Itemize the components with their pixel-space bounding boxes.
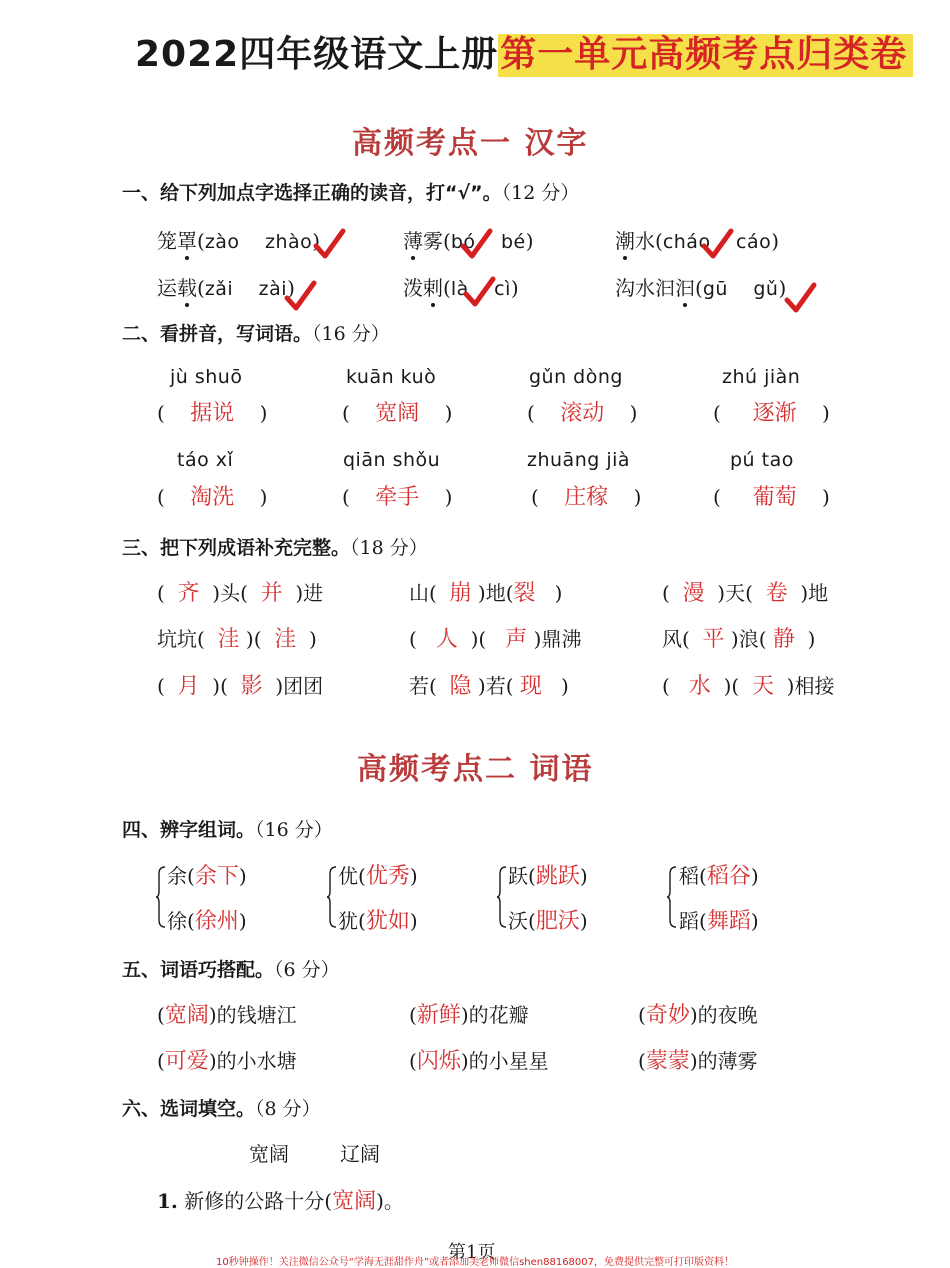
- q4-word-1b: 徐(徐州): [167, 909, 247, 934]
- q3-points: （18 分）: [350, 537, 428, 559]
- page-number: 第1页: [448, 1242, 496, 1263]
- question-2-label: [122, 319, 390, 346]
- brace-icon: [327, 866, 337, 928]
- q2-answer-8: ( 葡萄 ): [713, 485, 830, 510]
- q2-text: 二、看拼音，写词语。: [122, 323, 313, 345]
- q6-word-option-2: 辽阔: [340, 1142, 380, 1166]
- q5-item-4: (可爱)的小水塘: [157, 1049, 297, 1074]
- q5-item-3: (奇妙)的夜晚: [638, 1003, 758, 1028]
- q1-item-6: 沟水汩汩(gū gǔ): [615, 276, 787, 300]
- q3-idiom-8: 若( 隐 )若( 现 ): [409, 674, 569, 699]
- q5-text: 五、词语巧搭配。: [122, 959, 275, 981]
- q3-idiom-2: 山( 崩 )地(裂 ): [409, 581, 563, 606]
- q4-text: 四、辨字组词。: [122, 819, 256, 841]
- q6-points: （8 分）: [255, 1098, 321, 1120]
- q2-pinyin-7: zhuāng jià: [527, 449, 631, 471]
- q2-pinyin-5: táo xǐ: [177, 449, 234, 471]
- q3-idiom-1: ( 齐 )头( 并 )进: [157, 581, 324, 606]
- section-heading-1: 高频考点一 汉字: [352, 126, 589, 161]
- q3-idiom-9: ( 水 )( 天 )相接: [662, 674, 835, 699]
- q6-word-option-1: 宽阔: [249, 1142, 289, 1166]
- q1-text: 一、给下列加点字选择正确的读音，打“√”。: [122, 182, 502, 204]
- q2-answer-6: ( 牵手 ): [342, 485, 453, 510]
- q1-item-5: 泼剌(là cì): [403, 276, 519, 300]
- checkmark-icon: [283, 280, 317, 314]
- checkmark-icon: [700, 228, 734, 262]
- q4-word-1a: 余(余下): [167, 864, 247, 889]
- q2-points: （16 分）: [312, 323, 390, 345]
- q3-text: 三、把下列成语补充完整。: [122, 537, 351, 559]
- q2-answer-1: ( 据说 ): [157, 401, 268, 426]
- footer-note: 10秒钟操作！关注微信公众号“学海无涯甜作舟”或者添加美老师微信shen88168007，免费提供完整可打印版资料！: [215, 1257, 735, 1268]
- q1-item-3: 潮水(cháo cáo): [615, 229, 780, 253]
- question-4-label: [122, 815, 333, 842]
- q6-text: 六、选词填空。: [122, 1098, 256, 1120]
- q2-answer-7: ( 庄稼 ): [531, 485, 642, 510]
- q4-word-3b: 沃(肥沃): [508, 909, 588, 934]
- q5-points: （6 分）: [274, 959, 340, 981]
- q2-pinyin-3: gǔn dòng: [529, 366, 623, 388]
- q2-answer-2: ( 宽阔 ): [342, 401, 453, 426]
- title-highlight: 第一单元高频考点归类卷: [498, 34, 913, 77]
- q4-word-4b: 蹈(舞蹈): [679, 909, 759, 934]
- question-1-label: [122, 178, 579, 205]
- checkmark-icon: [462, 276, 496, 310]
- q1-item-4: 运载(zǎi zài): [157, 276, 295, 300]
- question-3-label: [122, 533, 428, 560]
- question-6-label: [122, 1094, 321, 1121]
- q2-pinyin-8: pú tao: [730, 449, 794, 471]
- question-5-label: [122, 955, 340, 982]
- q4-word-2a: 优(优秀): [338, 864, 418, 889]
- q3-idiom-6: 风( 平 )浪( 静 ): [662, 627, 816, 652]
- checkmark-icon: [459, 228, 493, 262]
- q1-points: （12 分）: [501, 182, 580, 204]
- brace-icon: [667, 866, 677, 928]
- q2-answer-5: ( 淘洗 ): [157, 485, 268, 510]
- q5-item-2: (新鲜)的花瓣: [409, 1003, 529, 1028]
- q4-points: （16 分）: [255, 819, 333, 841]
- brace-icon: [156, 866, 166, 928]
- q3-idiom-7: ( 月 )( 影 )团团: [157, 674, 324, 699]
- title-main: 2022四年级语文上册: [135, 34, 499, 75]
- q6-sentence-1: 1. 新修的公路十分(宽阔)。: [157, 1189, 404, 1214]
- q3-idiom-4: 坑坑( 洼 )( 洼 ): [157, 627, 317, 652]
- q1-item-2: 薄雾(bó bé): [403, 229, 534, 253]
- q5-item-6: (蒙蒙)的薄雾: [638, 1049, 758, 1074]
- q5-item-5: (闪烁)的小星星: [409, 1049, 549, 1074]
- q4-word-4a: 稻(稻谷): [679, 864, 759, 889]
- checkmark-icon: [312, 228, 346, 262]
- q3-idiom-3: ( 漫 )天( 卷 )地: [662, 581, 829, 606]
- q2-answer-3: ( 滚动 ): [527, 401, 638, 426]
- q2-answer-4: ( 逐渐 ): [713, 401, 830, 426]
- q1-item-1: 笼罩(zào zhào): [157, 229, 321, 253]
- q4-word-2b: 犹(犹如): [338, 909, 418, 934]
- page-title: [135, 26, 913, 77]
- q2-pinyin-6: qiān shǒu: [343, 449, 441, 471]
- q2-pinyin-1: jù shuō: [170, 366, 243, 388]
- q4-word-3a: 跃(跳跃): [508, 864, 588, 889]
- q2-pinyin-4: zhú jiàn: [722, 366, 801, 388]
- section-heading-2: 高频考点二 词语: [357, 752, 594, 787]
- q2-pinyin-2: kuān kuò: [346, 366, 437, 388]
- checkmark-icon: [783, 282, 817, 316]
- q5-item-1: (宽阔)的钱塘江: [157, 1003, 297, 1028]
- brace-icon: [497, 866, 507, 928]
- q3-idiom-5: ( 人 )( 声 )鼎沸: [409, 627, 582, 652]
